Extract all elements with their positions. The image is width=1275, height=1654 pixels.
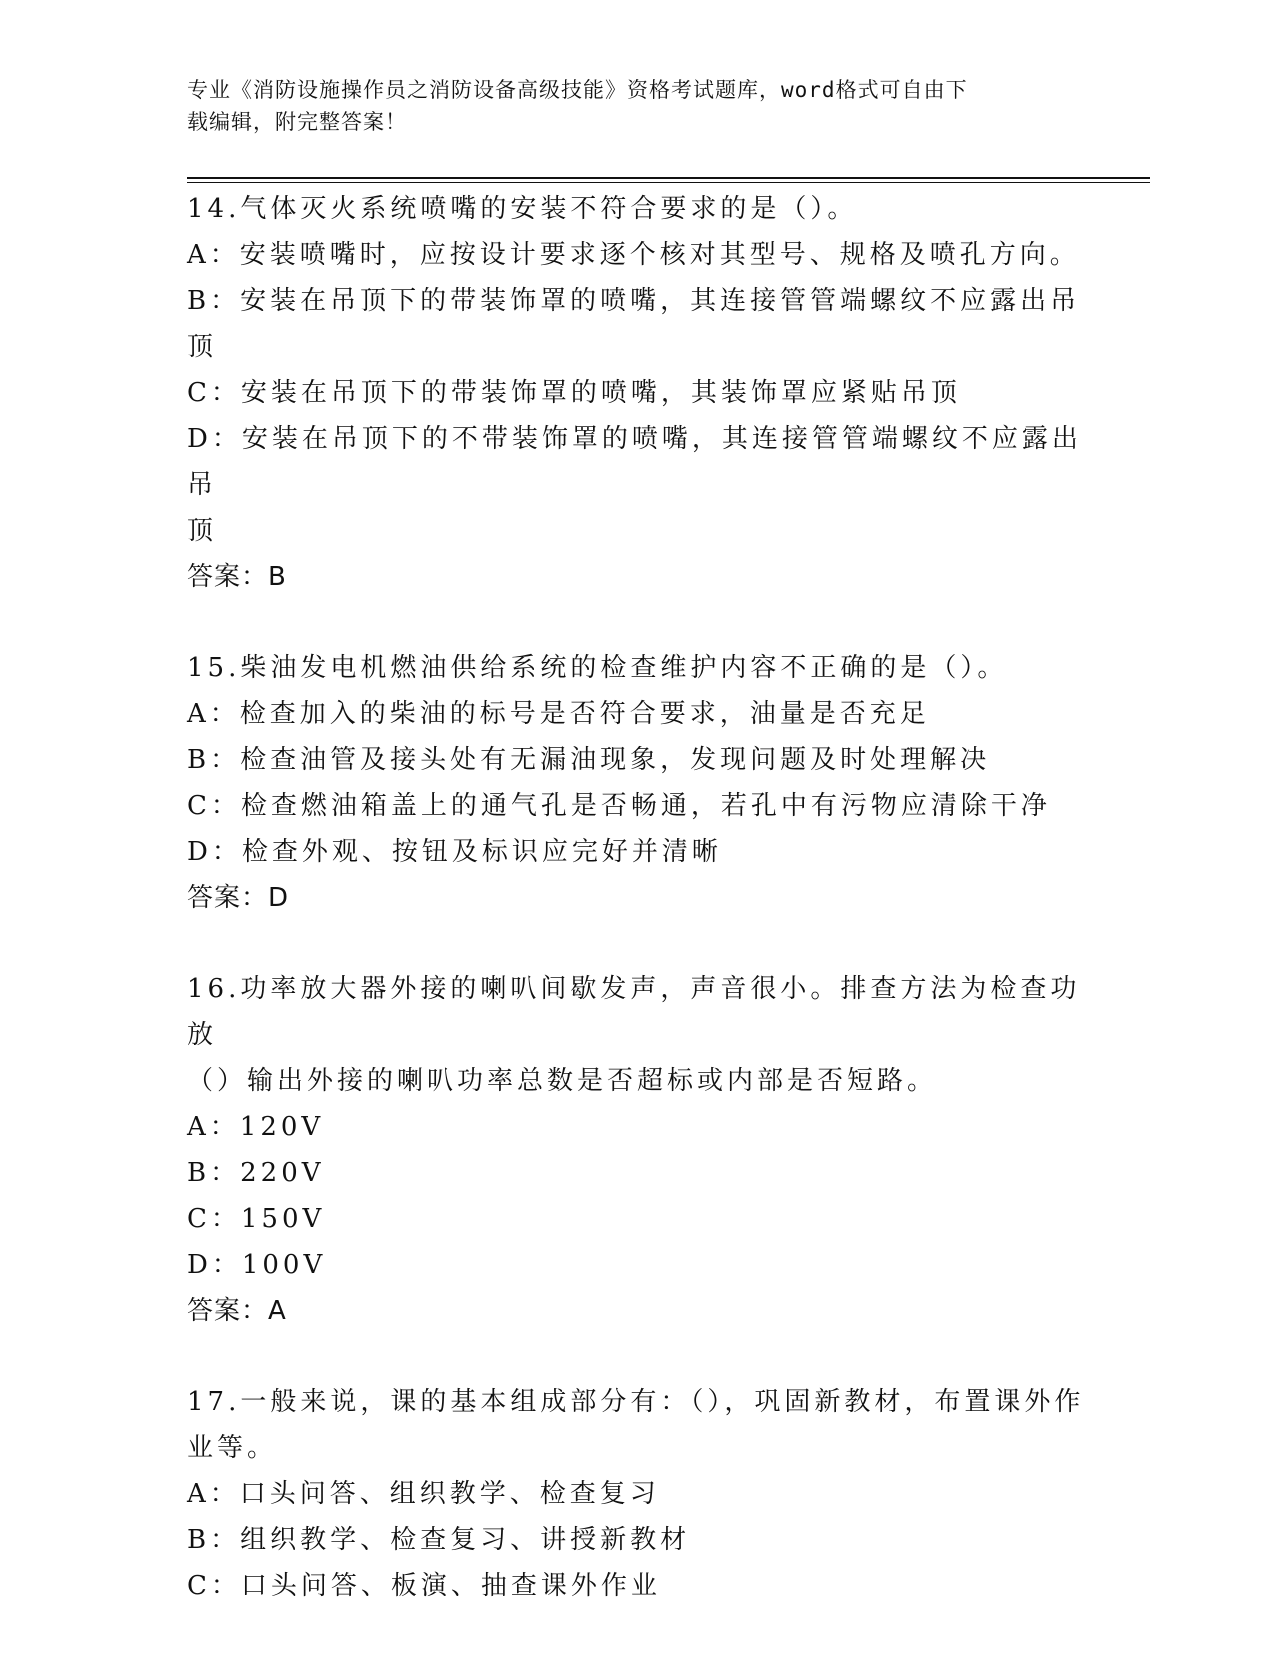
question-list bbox=[187, 186, 1087, 1654]
question-stem: 15.柴油发电机燃油供给系统的检查维护内容不正确的是（）。 bbox=[187, 653, 1008, 683]
answer-option: A：120V bbox=[187, 1112, 325, 1142]
answer-option: B：220V bbox=[187, 1158, 325, 1188]
answer-option: B：检查油管及接头处有无漏油现象，发现问题及时处理解决 bbox=[187, 745, 991, 775]
answer-option: C：口头问答、板演、抽查课外作业 bbox=[187, 1571, 661, 1601]
answer-option: A：口头问答、组织教学、检查复习 bbox=[187, 1479, 660, 1509]
header-divider-thin bbox=[187, 182, 1150, 183]
question-block bbox=[187, 966, 1087, 1334]
question-stem: 16.功率放大器外接的喇叭间歇发声，声音很小。排查方法为检查功放 bbox=[187, 974, 1081, 1050]
document-header bbox=[187, 74, 1067, 138]
header-line-2: 载编辑，附完整答案！ bbox=[187, 110, 407, 134]
answer-option: B：安装在吊顶下的带装饰罩的喷嘴，其连接管管端螺纹不应露出吊顶 bbox=[187, 286, 1081, 362]
answer-key: 答案：B bbox=[187, 562, 287, 592]
answer-option: D：安装在吊顶下的不带装饰罩的喷嘴，其连接管管端螺纹不应露出吊 bbox=[187, 424, 1082, 500]
header-divider-thick bbox=[187, 177, 1150, 179]
answer-option: C：检查燃油箱盖上的通气孔是否畅通，若孔中有污物应清除干净 bbox=[187, 791, 1051, 821]
answer-key: 答案：A bbox=[187, 1296, 287, 1326]
question-stem: 业等。 bbox=[187, 1433, 278, 1463]
question-block bbox=[187, 645, 1087, 921]
question-block bbox=[187, 186, 1087, 600]
question-stem: 14.气体灭火系统喷嘴的安装不符合要求的是（）。 bbox=[187, 194, 858, 224]
answer-option: C：安装在吊顶下的带装饰罩的喷嘴，其装饰罩应紧贴吊顶 bbox=[187, 378, 961, 408]
question-stem: （）输出外接的喇叭功率总数是否超标或内部是否短路。 bbox=[187, 1066, 938, 1096]
question-stem: 17.一般来说，课的基本组成部分有：（），巩固新教材，布置课外作 bbox=[187, 1387, 1085, 1417]
question-block bbox=[187, 1379, 1087, 1609]
answer-key: 答案：D bbox=[187, 883, 290, 913]
answer-option: D：检查外观、按钮及标识应完好并清晰 bbox=[187, 837, 722, 867]
answer-option: A：检查加入的柴油的标号是否符合要求，油量是否充足 bbox=[187, 699, 930, 729]
answer-option: 顶 bbox=[187, 516, 218, 546]
answer-option: A：安装喷嘴时，应按设计要求逐个核对其型号、规格及喷孔方向。 bbox=[187, 240, 1080, 270]
header-line-1: 专业《消防设施操作员之消防设备高级技能》资格考试题库，word格式可自由下 bbox=[187, 78, 968, 102]
answer-option: D：100V bbox=[187, 1250, 327, 1280]
answer-option: C：150V bbox=[187, 1204, 326, 1234]
answer-option: B：组织教学、检查复习、讲授新教材 bbox=[187, 1525, 691, 1555]
